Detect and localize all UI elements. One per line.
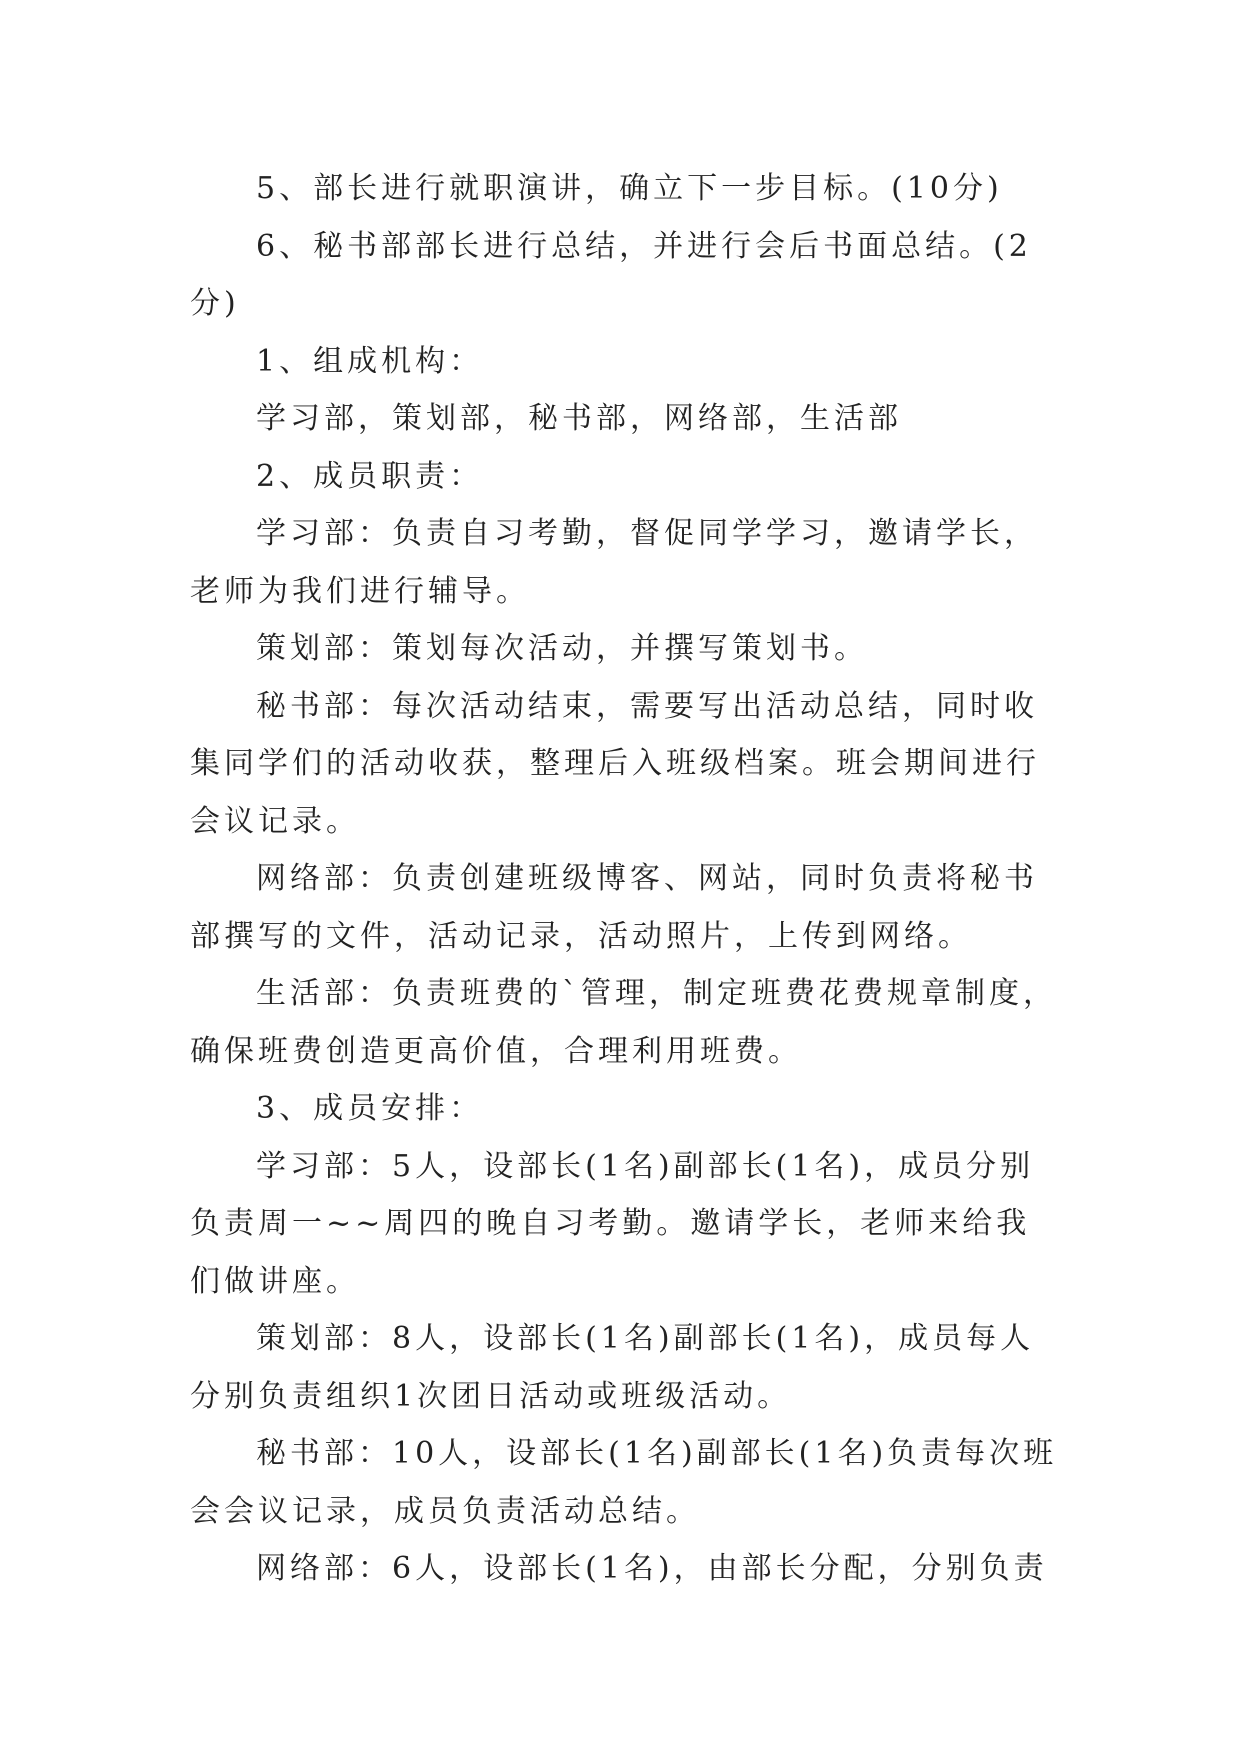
paragraph-duty-study: 学习部：负责自习考勤，督促同学学习，邀请学长，老师为我们进行辅导。 xyxy=(190,516,1038,609)
paragraph-summary: 6、秘书部部长进行总结，并进行会后书面总结。(2分) xyxy=(190,228,1032,321)
document-body xyxy=(190,160,1060,1598)
paragraph-arrange-planning: 策划部：8人，设部长(1名)副部长(1名)，成员每人分别负责组织1次团日活动或班级活动。 xyxy=(190,1321,1035,1414)
paragraph-departments: 学习部，策划部，秘书部，网络部，生活部 xyxy=(256,401,902,436)
paragraph-speech: 5、部长进行就职演讲，确立下一步目标。(10分) xyxy=(256,171,1003,206)
paragraph-arrange-study: 学习部：5人，设部长(1名)副部长(1名)，成员分别负责周一~~周四的晚自习考勤。邀请学长，老师来给我们做讲座。 xyxy=(190,1148,1035,1299)
paragraph-arrange-network: 网络部：6人，设部长(1名)，由部长分配，分别负责 xyxy=(256,1551,1048,1586)
paragraph-duty-life: 生活部：负责班费的`管理，制定班费花费规章制度，确保班费创造更高价值，合理利用班费。 xyxy=(190,976,1057,1069)
heading-organization: 1、组成机构： xyxy=(256,343,484,379)
heading-duties: 2、成员职责： xyxy=(256,458,484,494)
heading-arrangement: 3、成员安排： xyxy=(256,1091,484,1126)
paragraph-duty-network: 网络部：负责创建班级博客、网站，同时负责将秘书部撰写的文件，活动记录，活动照片，上传到网络。 xyxy=(190,861,1038,954)
paragraph-duty-planning: 策划部：策划每次活动，并撰写策划书。 xyxy=(256,631,868,666)
paragraph-duty-secretary: 秘书部：每次活动结束，需要写出活动总结，同时收集同学们的活动收获，整理后入班级档案。班会期间进行会议记录。 xyxy=(190,688,1040,839)
paragraph-arrange-secretary: 秘书部：10人，设部长(1名)副部长(1名)负责每次班会会议记录，成员负责活动总结。 xyxy=(190,1436,1058,1529)
